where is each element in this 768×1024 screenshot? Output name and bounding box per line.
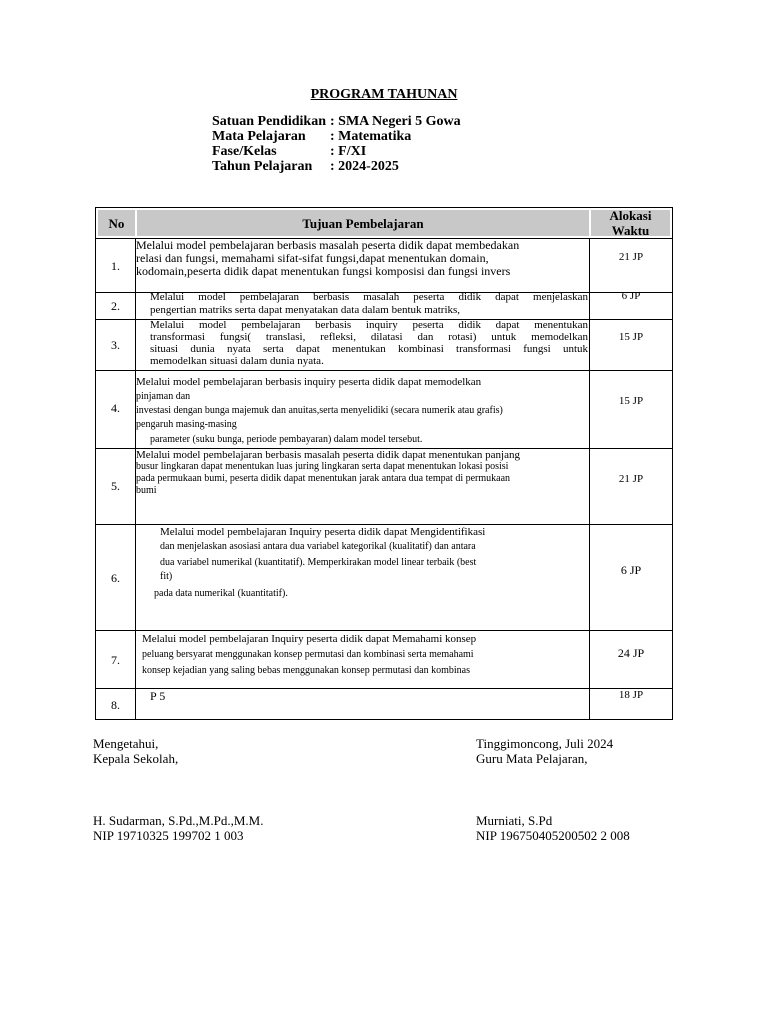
column-divider	[135, 689, 136, 719]
row-number: 7.	[111, 653, 120, 667]
objective-line: pada data numerikal (kuantitatif).	[154, 588, 288, 599]
header-no: No	[98, 210, 135, 236]
info-value: : F/XI	[330, 144, 367, 159]
document-title: PROGRAM TAHUNAN	[310, 87, 458, 102]
objective-line: fit)	[160, 571, 173, 582]
row-number: 1.	[111, 259, 120, 273]
row-number: 8.	[111, 698, 120, 712]
row-number: 3.	[111, 338, 120, 352]
column-divider	[135, 293, 136, 319]
column-divider	[135, 320, 136, 370]
table-row	[95, 290, 673, 320]
table-row	[95, 371, 673, 449]
signature-left	[93, 736, 263, 843]
column-divider	[589, 371, 590, 448]
row-alokasi: 15 JP	[618, 395, 644, 407]
column-divider	[135, 525, 136, 630]
objective-line: dan menjelaskan asosiasi antara dua variabel kategorikal (kualitatif) dan antara	[160, 541, 476, 552]
principal-nip: NIP 19710325 199702 1 003	[93, 828, 244, 843]
info-label: Fase/Kelas	[212, 144, 277, 159]
row-objective	[136, 449, 588, 497]
row-objective	[150, 690, 550, 703]
objective-line: bumi	[136, 485, 157, 496]
objective-line: situasi dunia nyata serta dapat menentukan kombinasi transformasi fungsi untuk	[150, 343, 588, 355]
info-row-mapel	[212, 129, 461, 144]
header-alokasi-label: Alokasi Waktu	[609, 208, 652, 238]
header-tujuan: Tujuan Pembelajaran	[137, 210, 589, 236]
column-divider	[589, 239, 590, 292]
objective-line: investasi dengan bunga majemuk dan anuitas,serta menyelidiki (secara numerik atau grafis)	[136, 405, 503, 416]
row-number: 6.	[111, 571, 120, 585]
table-row	[95, 239, 673, 293]
info-value: : 2024-2025	[330, 159, 399, 174]
info-label: Mata Pelajaran	[212, 129, 306, 144]
header-alokasi	[591, 210, 670, 236]
info-label: Satuan Pendidikan	[212, 114, 326, 129]
row-number: 4.	[111, 401, 120, 415]
signature-right	[476, 736, 630, 843]
row-alokasi: 6 JP	[620, 563, 642, 577]
place-date: Tinggimoncong, Juli 2024	[476, 736, 614, 751]
identity-block	[212, 114, 461, 174]
table-header	[95, 207, 673, 239]
column-divider	[589, 449, 590, 524]
info-value: : Matematika	[330, 129, 412, 144]
objective-line: pengertian matriks serta dapat menyatakan data dalam bentuk matriks,	[150, 304, 461, 316]
row-number: 5.	[111, 479, 120, 493]
objective-line: P 5	[150, 689, 166, 703]
row-objective	[150, 319, 588, 367]
objective-line: peluang bersyarat menggunakan konsep permutasi dan kombinasi serta memahami	[142, 649, 474, 660]
program-table	[95, 207, 673, 720]
objective-line: busur lingkaran dapat menentukan luas juring lingkaran serta dapat menentukan lokasi posisi	[136, 461, 509, 472]
objective-line: parameter (suku bunga, periode pembayaran) dalam model tersebut.	[150, 434, 423, 445]
approval-label: Mengetahui,	[93, 736, 159, 751]
info-row-fase	[212, 144, 461, 159]
objective-line: Melalui model pembelajaran berbasis inquiry peserta didik dapat menentukan	[150, 319, 588, 331]
column-divider	[135, 631, 136, 688]
row-alokasi: 21 JP	[618, 473, 644, 485]
objective-line: Melalui model pembelajaran berbasis masalah peserta didik dapat menentukan panjang	[136, 449, 520, 461]
objective-line: Melalui model pembelajaran Inquiry peserta didik dapat Mengidentifikasi	[160, 526, 486, 538]
row-alokasi: 18 JP	[618, 689, 644, 701]
row-objective	[142, 632, 586, 679]
table-row	[95, 320, 673, 371]
objective-line: dua variabel numerikal (kuantitatif). Memperkirakan model linear terbaik (best	[160, 557, 477, 568]
objective-line: transformasi fungsi( translasi, refleksi, dilatasi dan rotasi) untuk memodelkan	[150, 331, 588, 343]
table-row	[95, 449, 673, 525]
table-row	[95, 631, 673, 689]
teacher-title: Guru Mata Pelajaran,	[476, 751, 588, 766]
teacher-nip: NIP 196750405200502 2 008	[476, 828, 630, 843]
objective-line: Melalui model pembelajaran berbasis inquiry peserta didik dapat memodelkan	[136, 376, 482, 388]
row-number: 2.	[111, 299, 120, 313]
info-row-tahun	[212, 159, 461, 174]
objective-line: Melalui model pembelajaran berbasis masalah peserta didik dapat menjelaskan	[150, 291, 588, 303]
info-row-satuan	[212, 114, 461, 129]
info-label: Tahun Pelajaran	[212, 159, 313, 174]
row-objective	[136, 375, 588, 447]
objective-line: pinjaman dan	[136, 391, 191, 402]
objective-line: Melalui model pembelajaran Inquiry peserta didik dapat Memahami konsep	[142, 633, 477, 645]
row-objective	[154, 525, 584, 602]
objective-line: relasi dan fungsi, memahami sifat-sifat fungsi,dapat menentukan domain,	[136, 251, 489, 265]
objective-line: pengaruh masing-masing	[136, 419, 237, 430]
objective-line: kodomain,peserta didik dapat menentukan fungsi komposisi dan fungsi invers	[136, 264, 511, 278]
teacher-name: Murniati, S.Pd	[476, 813, 553, 828]
row-objective	[150, 291, 588, 317]
row-alokasi: 6 JP	[621, 290, 641, 302]
table-row	[95, 525, 673, 631]
row-alokasi: 24 JP	[617, 646, 645, 660]
objective-line: pada permukaan bumi, peserta didik dapat menentukan jarak antara dua tempat di permukaan	[136, 473, 511, 484]
objective-line: konsep kejadian yang saling bebas menggunakan konsep permutasi dan kombinas	[142, 665, 470, 676]
objective-line: Melalui model pembelajaran berbasis masalah peserta didik dapat membedakan	[136, 238, 520, 252]
row-alokasi: 15 JP	[618, 331, 644, 343]
row-alokasi: 21 JP	[618, 251, 644, 263]
row-objective	[136, 239, 586, 278]
principal-title: Kepala Sekolah,	[93, 751, 179, 766]
column-divider	[589, 320, 590, 370]
objective-line: memodelkan situasi dalam dunia nyata.	[150, 355, 324, 367]
table-row	[95, 689, 673, 720]
principal-name: H. Sudarman, S.Pd.,M.Pd.,M.M.	[93, 813, 264, 828]
info-value: : SMA Negeri 5 Gowa	[330, 114, 461, 129]
